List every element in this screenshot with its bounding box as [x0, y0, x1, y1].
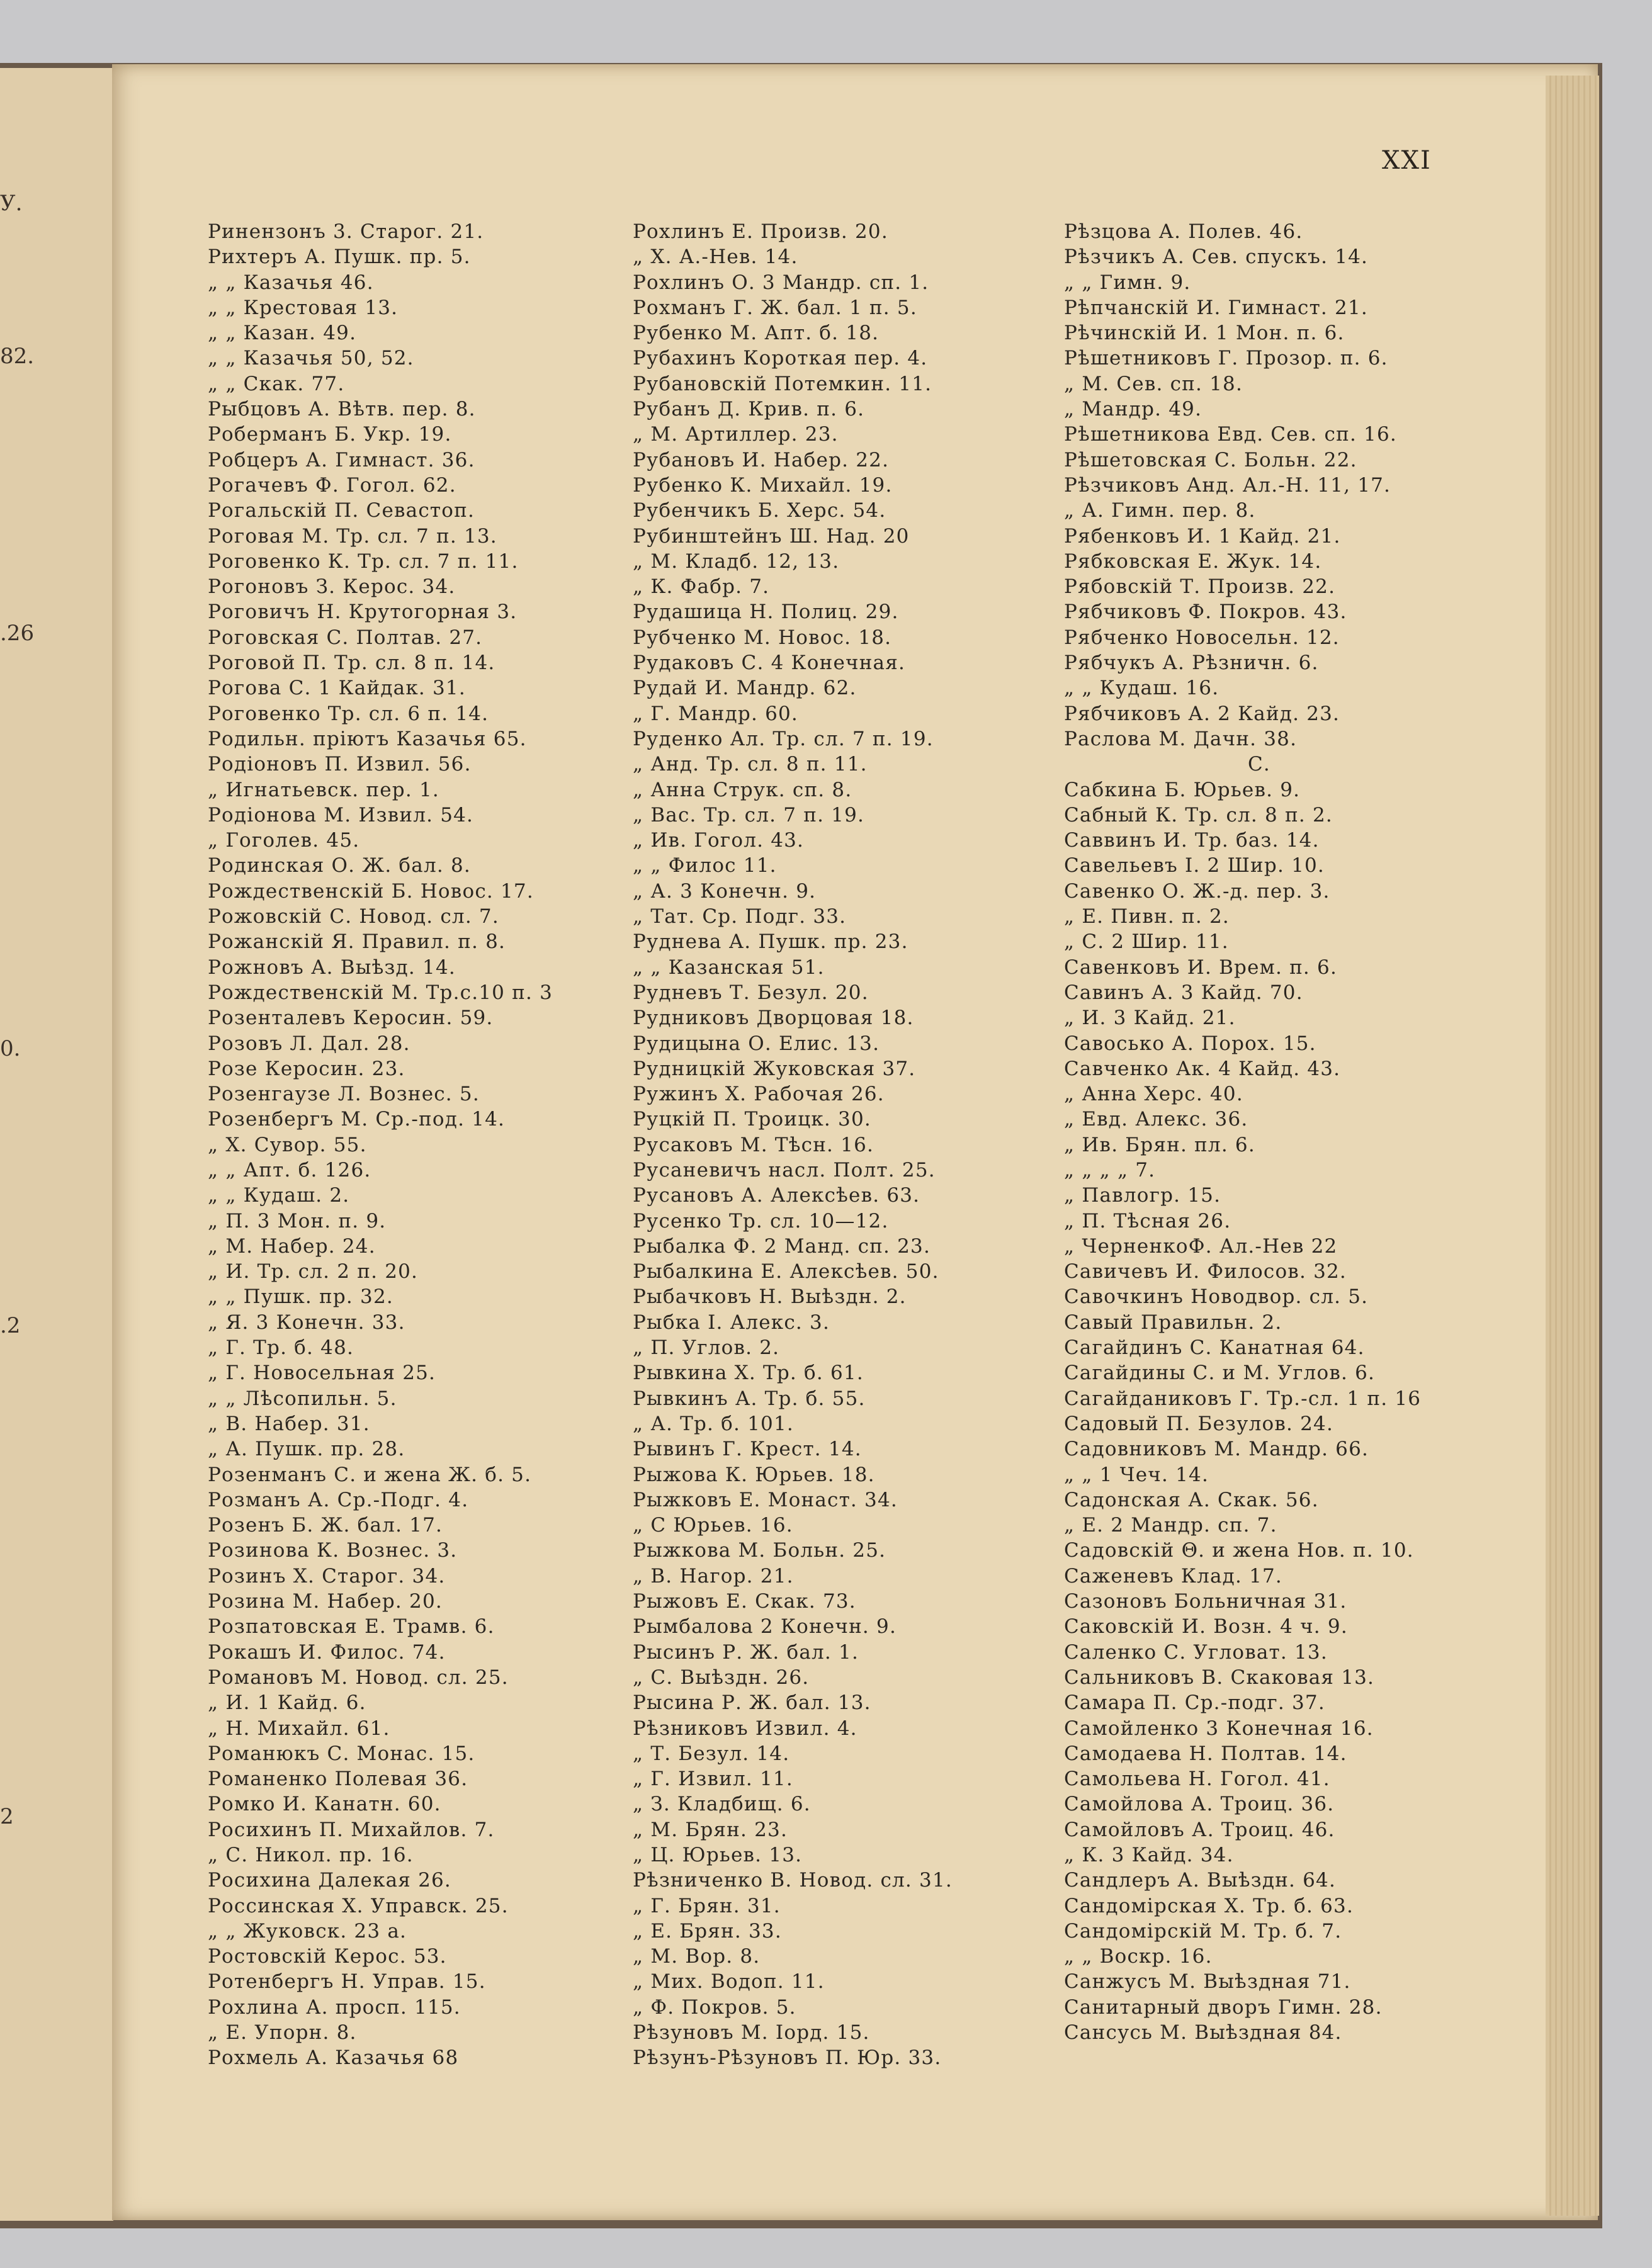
directory-entry: Розе Керосин. 23.: [208, 1057, 405, 1080]
directory-entry: „ А. Тр. б. 101.: [633, 1412, 794, 1435]
directory-entry: Робцеръ А. Гимнаст. 36.: [208, 448, 475, 471]
directory-entry: „ А. 3 Конечн. 9.: [633, 879, 817, 903]
directory-entry: Савый Правильн. 2.: [1064, 1311, 1282, 1334]
edge-mark: .2: [0, 1313, 21, 1338]
directory-entry: Розенъ Б. Ж. бал. 17.: [208, 1514, 443, 1537]
directory-entry: Рудашица Н. Полиц. 29.: [633, 601, 899, 624]
directory-entry: Саввинъ И. Тр. баз. 14.: [1064, 829, 1320, 852]
directory-entry: Розманъ А. Ср.-Подг. 4.: [208, 1488, 469, 1511]
directory-entry: „ П. Углов. 2.: [633, 1336, 780, 1360]
directory-entry: „ Евд. Алекс. 36.: [1064, 1108, 1248, 1131]
directory-entry: Рогоновъ З. Керос. 34.: [208, 575, 456, 599]
directory-entry: Рѣзунъ-Рѣзуновъ П. Юр. 33.: [633, 2046, 942, 2070]
directory-entry: „ К. Фабр. 7.: [633, 575, 770, 599]
directory-entry: Рогова С. 1 Кайдак. 31.: [208, 677, 466, 700]
directory-entry: Рокашъ И. Филос. 74.: [208, 1640, 446, 1664]
directory-entry: „ И. Тр. сл. 2 п. 20.: [208, 1260, 419, 1284]
directory-entry: Сандомірская Х. Тр. б. 63.: [1064, 1894, 1354, 1917]
directory-entry: Рудаковъ С. 4 Конечная.: [633, 652, 906, 675]
column-1: [208, 219, 636, 2071]
directory-entry: Рудниковъ Дворцовая 18.: [633, 1007, 914, 1030]
directory-entry: Рыбка I. Алекс. 3.: [633, 1311, 830, 1334]
directory-entry: „ „ Апт. б. 126.: [208, 1158, 371, 1182]
directory-entry: Роговичъ Н. Крутогорная 3.: [208, 601, 518, 624]
directory-entry: „ А. Пушк. пр. 28.: [208, 1438, 405, 1461]
directory-entry: „ „ Жуковск. 23 а.: [208, 1919, 407, 1943]
directory-entry: Сазоновъ Больничная 31.: [1064, 1590, 1347, 1613]
directory-entry: Росихина Далекая 26.: [208, 1869, 451, 1892]
directory-entry: Рубченко М. Новос. 18.: [633, 626, 892, 649]
directory-entry: Рожновъ А. Выѣзд. 14.: [208, 956, 456, 979]
directory-entry: Роговая М. Тр. сл. 7 п. 13.: [208, 524, 497, 548]
directory-entry: „ Ц. Юрьев. 13.: [633, 1844, 803, 1866]
directory-entry: Савочкинъ Новодвор. сл. 5.: [1064, 1285, 1369, 1309]
directory-entry: Рябчиковъ Ф. Покров. 43.: [1064, 601, 1347, 624]
directory-entry: Розовъ Л. Дал. 28.: [208, 1032, 410, 1055]
directory-entry: „ Ф. Покров. 5.: [633, 1995, 796, 2019]
directory-entry: Рысина Р. Ж. бал. 13.: [633, 1691, 871, 1715]
directory-entry: Рѣпчанскій И. Гимнаст. 21.: [1064, 296, 1368, 319]
directory-entry: Рѣзниченко В. Новод. сл. 31.: [633, 1869, 953, 1892]
directory-entry: Рябчукъ А. Рѣзничн. 6.: [1064, 652, 1319, 675]
directory-entry: Роговой П. Тр. сл. 8 п. 14.: [208, 652, 495, 675]
directory-entry: „ Тат. Ср. Подг. 33.: [633, 905, 847, 928]
directory-entry: Роговская С. Полтав. 27.: [208, 626, 483, 649]
directory-entry: „ Г. Брян. 31.: [633, 1894, 781, 1917]
directory-entry: Рудницкій Жуковская 37.: [633, 1057, 916, 1080]
directory-entry: „ Н. Михайл. 61.: [208, 1717, 390, 1740]
directory-entry: Раслова М. Дачн. 38.: [1064, 727, 1298, 750]
directory-entry: Рыжкова М. Больн. 25.: [633, 1539, 886, 1562]
directory-entry: „ Е. Упорн. 8.: [208, 2021, 357, 2045]
directory-entry: „ Анд. Тр. сл. 8 п. 11.: [633, 753, 868, 776]
directory-entry: Рымбалова 2 Конечн. 9.: [633, 1615, 897, 1639]
directory-entry: „ Павлогр. 15.: [1064, 1184, 1221, 1207]
directory-entry: Роговенко К. Тр. сл. 7 п. 11.: [208, 550, 519, 573]
directory-entry: „ „ Казачья 50, 52.: [208, 347, 414, 370]
directory-entry: Сальниковъ В. Скаковая 13.: [1064, 1666, 1375, 1689]
directory-entry: Рябковская Е. Жук. 14.: [1064, 550, 1322, 573]
directory-entry: Рубенчикъ Б. Херс. 54.: [633, 499, 886, 522]
directory-entry: Санитарный дворъ Гимн. 28.: [1064, 1995, 1383, 2019]
directory-entry: Рохлинъ Е. Произв. 20.: [633, 220, 888, 243]
directory-entry: Рыбалкина Е. Алексѣев. 50.: [633, 1260, 939, 1284]
edge-mark: 82.: [0, 344, 35, 369]
directory-entry: „ „ Скак. 77.: [208, 372, 345, 395]
directory-entry: Русановъ А. Алексѣев. 63.: [633, 1184, 920, 1207]
directory-entry: „ П. Тѣсная 26.: [1064, 1209, 1231, 1233]
directory-entry: „ Вас. Тр. сл. 7 п. 19.: [633, 803, 865, 827]
directory-entry: Рыжова К. Юрьев. 18.: [633, 1463, 875, 1486]
previous-page-strip: [0, 68, 113, 2221]
directory-entry: Сандомірскій М. Тр. б. 7.: [1064, 1919, 1342, 1943]
directory-entry: Рогачевъ Ф. Гогол. 62.: [208, 473, 456, 497]
directory-entry: „ Г. Мандр. 60.: [633, 702, 798, 725]
directory-entry: Сансусь М. Выѣздная 84.: [1064, 2021, 1342, 2045]
directory-entry: „ „ Кудаш. 2.: [208, 1184, 350, 1207]
directory-entry: Русенко Тр. сл. 10—12.: [633, 1209, 889, 1233]
directory-entry: „ „ Казан. 49.: [208, 322, 357, 345]
directory-entry: Сандлеръ А. Выѣздн. 64.: [1064, 1869, 1337, 1892]
directory-entry: „ „ Казачья 46.: [208, 271, 374, 294]
directory-entry: „ С. Выѣздн. 26.: [633, 1666, 810, 1689]
directory-entry: Рѣзниковъ Извил. 4.: [633, 1717, 857, 1740]
directory-entry: Саженевъ Клад. 17.: [1064, 1564, 1282, 1588]
directory-entry: Рѣзцова А. Полев. 46.: [1064, 220, 1303, 243]
directory-entry: Рѣшетовская С. Больн. 22.: [1064, 448, 1357, 471]
directory-entry: „ В. Нагор. 21.: [633, 1564, 794, 1588]
directory-entry: „ Г. Тр. б. 48.: [208, 1336, 354, 1360]
directory-entry: „ ЧерненкоФ. Ал.-Нев 22: [1064, 1234, 1338, 1258]
directory-entry: Руднева А. Пушк. пр. 23.: [633, 930, 908, 954]
directory-entry: Садовскій Θ. и жена Нов. п. 10.: [1064, 1539, 1414, 1562]
directory-entry: Рысинъ Р. Ж. бал. 1.: [633, 1640, 859, 1664]
directory-entry: Розпатовская Е. Трамв. 6.: [208, 1615, 495, 1639]
directory-entry: Рыбалка Ф. 2 Манд. сп. 23.: [633, 1234, 931, 1258]
directory-entry: „ Г. Извил. 11.: [633, 1768, 793, 1791]
directory-entry: Самойловъ А. Троиц. 46.: [1064, 1818, 1335, 1841]
directory-entry: „ З. Кладбищ. 6.: [633, 1793, 811, 1816]
directory-entry: Ринензонъ 3. Старог. 21.: [208, 220, 484, 243]
directory-entry: Романюкъ С. Монас. 15.: [208, 1742, 475, 1765]
directory-entry: „ Х. А.-Нев. 14.: [633, 245, 798, 269]
directory-entry: „ С. 2 Шир. 11.: [1064, 930, 1229, 954]
directory-entry: Рябчиковъ А. 2 Кайд. 23.: [1064, 702, 1340, 725]
directory-entry: „ М. Вор. 8.: [633, 1945, 761, 1968]
directory-entry: „ „ Воскр. 16.: [1064, 1945, 1213, 1968]
directory-entry: Рѣзчиковъ Анд. Ал.-Н. 11, 17.: [1064, 473, 1391, 497]
directory-entry: Розинова К. Вознес. 3.: [208, 1539, 458, 1562]
directory-entry: Роберманъ Б. Укр. 19.: [208, 423, 452, 446]
directory-entry: Ростовскій Керос. 53.: [208, 1945, 447, 1968]
directory-entry: „ Х. Сувор. 55.: [208, 1133, 367, 1156]
directory-entry: Рубенко К. Михайл. 19.: [633, 473, 893, 497]
directory-entry: „ Т. Безул. 14.: [633, 1742, 790, 1765]
directory-entry: Рубановскій Потемкин. 11.: [633, 372, 932, 395]
directory-entry: Савельевъ I. 2 Шир. 10.: [1064, 854, 1325, 877]
directory-entry: Савинъ А. 3 Кайд. 70.: [1064, 981, 1303, 1004]
directory-entry: „ Ив. Гогол. 43.: [633, 829, 805, 852]
directory-entry: Росихинъ П. Михайлов. 7.: [208, 1818, 495, 1841]
directory-entry: Родинская О. Ж. бал. 8.: [208, 854, 471, 877]
directory-entry: Сагайдинъ С. Канатная 64.: [1064, 1336, 1365, 1360]
directory-entry: Рябовскій Т. Произв. 22.: [1064, 575, 1336, 599]
page-number: XXI: [1382, 146, 1432, 175]
directory-entry: „ Анна Херс. 40.: [1064, 1083, 1243, 1106]
directory-entry: Русаковъ М. Тѣсн. 16.: [633, 1133, 874, 1156]
directory-entry: Розина М. Набер. 20.: [208, 1590, 443, 1613]
directory-entry: Сагайдины С. и М. Углов. 6.: [1064, 1362, 1376, 1385]
directory-entry: „ „ 1 Чеч. 14.: [1064, 1463, 1209, 1486]
directory-entry: Самойленко 3 Конечная 16.: [1064, 1717, 1374, 1740]
directory-entry: „ М. Артиллер. 23.: [633, 423, 839, 446]
directory-entry: Рохлина А. просп. 115.: [208, 1995, 461, 2019]
edge-mark: .26: [0, 621, 35, 646]
directory-entry: Руденко Ал. Тр. сл. 7 п. 19.: [633, 727, 934, 750]
directory-entry: Рохманъ Г. Ж. бал. 1 п. 5.: [633, 296, 917, 319]
directory-entry: Сабкина Б. Юрьев. 9.: [1064, 778, 1301, 801]
directory-entry: „ „ Гимн. 9.: [1064, 271, 1191, 294]
directory-entry: Родіоновъ П. Извил. 56.: [208, 753, 472, 776]
directory-entry: Рывинъ Г. Крест. 14.: [633, 1438, 862, 1461]
directory-entry: Самара П. Ср.-подг. 37.: [1064, 1691, 1325, 1715]
directory-entry: „ Ив. Брян. пл. 6.: [1064, 1133, 1255, 1156]
column-3: [1064, 219, 1492, 2045]
edge-mark: У.: [0, 191, 23, 216]
directory-entry: „ Анна Струк. сп. 8.: [633, 778, 852, 801]
directory-entry: Рыжковъ Е. Монаст. 34.: [633, 1488, 898, 1511]
directory-entry: „ Гоголев. 45.: [208, 829, 360, 852]
directory-entry: Рождественскій М. Тр.с.10 п. 3: [208, 981, 553, 1004]
directory-entry: „ „ Казанская 51.: [633, 956, 825, 979]
directory-entry: Россинская Х. Управск. 25.: [208, 1894, 509, 1917]
directory-entry: Самодаева Н. Полтав. 14.: [1064, 1742, 1347, 1765]
directory-entry: Рубинштейнъ Ш. Над. 20: [633, 524, 910, 548]
directory-entry: Рихтеръ А. Пушк. пр. 5.: [208, 245, 471, 269]
directory-entry: „ Я. 3 Конечн. 33.: [208, 1311, 405, 1334]
directory-entry: Рыбцовъ А. Вѣтв. пер. 8.: [208, 398, 476, 421]
directory-entry: Рябенковъ И. 1 Кайд. 21.: [1064, 524, 1341, 548]
directory-entry: „ М. Сев. сп. 18.: [1064, 372, 1243, 395]
directory-entry: Самольева Н. Гогол. 41.: [1064, 1768, 1330, 1791]
directory-entry: „ Г. Новосельная 25.: [208, 1362, 436, 1385]
directory-entry: Садонская А. Скак. 56.: [1064, 1488, 1319, 1511]
directory-entry: Садовый П. Безулов. 24.: [1064, 1412, 1334, 1435]
directory-entry: „ Мандр. 49.: [1064, 398, 1202, 421]
page-edges: [1546, 76, 1599, 2216]
directory-entry: Рудневъ Т. Безул. 20.: [633, 981, 869, 1004]
directory-entry: Розенбергъ М. Ср.-под. 14.: [208, 1108, 506, 1131]
directory-entry: Рудицына О. Елис. 13.: [633, 1032, 880, 1055]
directory-entry: Розинъ Х. Старог. 34.: [208, 1564, 446, 1588]
directory-entry: Рѣшетниковъ Г. Прозор. п. 6.: [1064, 347, 1388, 370]
directory-entry: Романенко Полевая 36.: [208, 1768, 468, 1791]
directory-entry: Рывкинъ А. Тр. б. 55.: [633, 1387, 866, 1410]
directory-entry: Рѣзуновъ М. Iорд. 15.: [633, 2021, 870, 2045]
directory-entry: Саленко С. Угловат. 13.: [1064, 1640, 1328, 1664]
directory-entry: Ротенбергъ Н. Управ. 15.: [208, 1970, 486, 1994]
directory-entry: Савченко Ак. 4 Кайд. 43.: [1064, 1057, 1341, 1080]
directory-entry: „ „ Филос 11.: [633, 854, 777, 877]
directory-entry: Рубанъ Д. Крив. п. 6.: [633, 398, 865, 421]
directory-entry: „ „ Лѣсопильн. 5.: [208, 1387, 397, 1410]
directory-entry: Савенко О. Ж.-д. пер. 3.: [1064, 879, 1330, 903]
directory-entry: Роговенко Тр. сл. 6 п. 14.: [208, 702, 489, 725]
directory-entry: „ Е. 2 Мандр. сп. 7.: [1064, 1514, 1277, 1537]
directory-entry: Розенманъ С. и жена Ж. б. 5.: [208, 1463, 532, 1486]
edge-mark: 2: [0, 1804, 14, 1829]
directory-entry: Савичевъ И. Филосов. 32.: [1064, 1260, 1347, 1284]
directory-entry: Ружинъ Х. Рабочая 26.: [633, 1083, 885, 1106]
directory-entry: Рыбачковъ Н. Выѣздн. 2.: [633, 1285, 907, 1309]
directory-entry: Садовниковъ М. Мандр. 66.: [1064, 1438, 1369, 1461]
edge-mark: 0.: [0, 1036, 21, 1061]
directory-entry: Рохмель А. Казачья 68: [208, 2046, 459, 2070]
column-2: [633, 219, 1061, 2071]
directory-entry: „ С. Никол. пр. 16.: [208, 1844, 414, 1866]
directory-entry: „ Игнатьевск. пер. 1.: [208, 778, 439, 801]
directory-entry: „ М. Кладб. 12, 13.: [633, 550, 840, 573]
directory-entry: „ С Юрьев. 16.: [633, 1514, 793, 1537]
directory-entry: „ М. Набер. 24.: [208, 1234, 376, 1258]
directory-entry: Руцкій П. Троицк. 30.: [633, 1108, 871, 1131]
directory-entry: Рожовскій С. Новод. сл. 7.: [208, 905, 499, 928]
directory-entry: „ А. Гимн. пер. 8.: [1064, 499, 1256, 522]
directory-entry: Сагайданиковъ Г. Тр.-сл. 1 п. 16: [1064, 1387, 1422, 1410]
directory-entry: Рудай И. Мандр. 62.: [633, 677, 857, 700]
directory-entry: „ В. Набер. 31.: [208, 1412, 370, 1435]
directory-entry: Ромко И. Канатн. 60.: [208, 1793, 441, 1816]
directory-entry: Рыжовъ Е. Скак. 73.: [633, 1590, 856, 1613]
directory-entry: Романовъ М. Новод. сл. 25.: [208, 1666, 509, 1689]
directory-entry: „ И. 1 Кайд. 6.: [208, 1691, 366, 1715]
directory-entry: Рождественскій Б. Новос. 17.: [208, 879, 534, 903]
directory-entry: Рябченко Новосельн. 12.: [1064, 626, 1340, 649]
directory-entry: „ И. 3 Кайд. 21.: [1064, 1007, 1236, 1030]
directory-entry: Рубахинъ Короткая пер. 4.: [633, 347, 928, 370]
directory-entry: Рѣчинскій И. 1 Мон. п. 6.: [1064, 322, 1345, 345]
directory-entry: Рывкина Х. Тр. б. 61.: [633, 1362, 864, 1385]
directory-entry: Рубановъ И. Набер. 22.: [633, 448, 890, 471]
directory-entry: Рохлинъ О. 3 Мандр. сп. 1.: [633, 271, 929, 294]
directory-entry: „ „ Крестовая 13.: [208, 296, 399, 319]
directory-entry: Сабный К. Тр. сл. 8 п. 2.: [1064, 803, 1333, 827]
directory-entry: Самойлова А. Троиц. 36.: [1064, 1793, 1335, 1816]
directory-entry: Родильн. пріютъ Казачья 65.: [208, 727, 527, 750]
directory-entry: Саковскій И. Возн. 4 ч. 9.: [1064, 1615, 1348, 1639]
directory-entry: „ М. Брян. 23.: [633, 1818, 788, 1841]
directory-entry: „ К. 3 Кайд. 34.: [1064, 1844, 1234, 1866]
directory-entry: „ Мих. Водоп. 11.: [633, 1970, 825, 1994]
section-heading: С.: [1248, 753, 1270, 776]
directory-entry: Рѣзчикъ А. Сев. спускъ. 14.: [1064, 245, 1369, 269]
directory-entry: Савенковъ И. Врем. п. 6.: [1064, 956, 1338, 979]
directory-entry: Санжусъ М. Выѣздная 71.: [1064, 1970, 1351, 1994]
directory-entry: „ „ „ „ 7.: [1064, 1158, 1156, 1182]
directory-entry: „ П. 3 Мон. п. 9.: [208, 1209, 387, 1233]
directory-entry: Рогальскій П. Севастоп.: [208, 499, 475, 522]
directory-entry: Рѣшетникова Евд. Сев. сп. 16.: [1064, 423, 1397, 446]
directory-entry: Рожанскій Я. Правил. п. 8.: [208, 930, 506, 954]
directory-entry: „ „ Кудаш. 16.: [1064, 677, 1219, 700]
directory-entry: Родіонова М. Извил. 54.: [208, 803, 474, 827]
directory-entry: Рубенко М. Апт. б. 18.: [633, 322, 880, 345]
directory-entry: „ Е. Брян. 33.: [633, 1919, 782, 1943]
directory-entry: Русаневичъ насл. Полт. 25.: [633, 1158, 936, 1182]
directory-entry: Розенгаузе Л. Вознес. 5.: [208, 1083, 480, 1106]
directory-entry: Савосько А. Порох. 15.: [1064, 1032, 1316, 1055]
directory-entry: Розенталевъ Керосин. 59.: [208, 1007, 494, 1030]
directory-entry: „ Е. Пивн. п. 2.: [1064, 905, 1230, 928]
directory-entry: „ „ Пушк. пр. 32.: [208, 1285, 393, 1309]
